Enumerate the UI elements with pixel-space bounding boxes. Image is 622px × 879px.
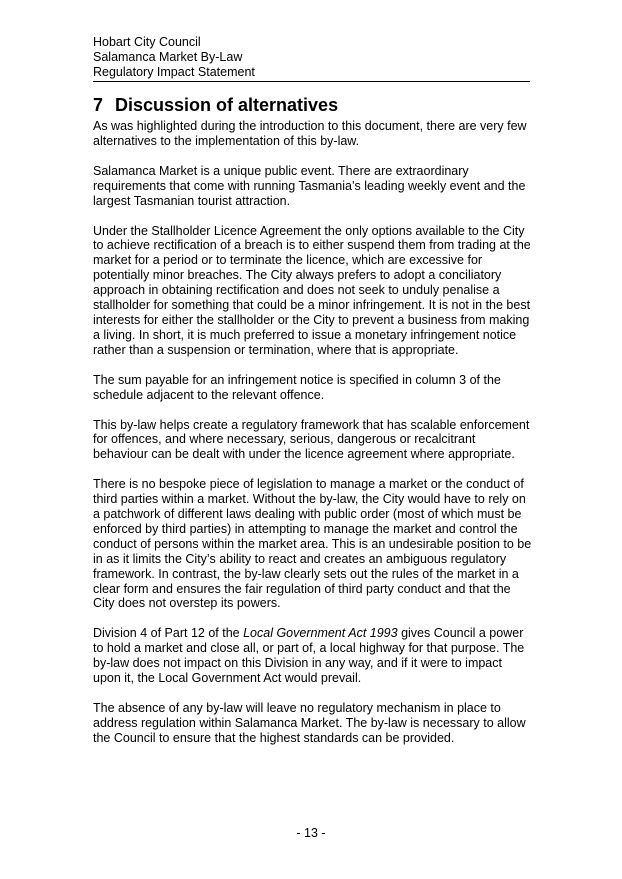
act-name: Local Government Act 1993 — [243, 626, 398, 641]
header-document-title: Salamanca Market By-Law — [93, 50, 243, 64]
page-header — [93, 35, 529, 80]
paragraph-unique-event: Salamanca Market is a unique public event. There are extraordinary requirements that come with running Tasmania’s leading weekly event and the largest Tasmanian tourist attraction. — [93, 163, 526, 208]
division-text-before: Division 4 of Part 12 of the — [93, 626, 244, 641]
header-divider — [93, 81, 530, 82]
paragraph-licence-agreement: Under the Stallholder Licence Agreement the only options available to the City to achieve rectification of a breach is to either suspend them from trading at the market for a period or to terminate the licence, which are excessive for potentially minor breaches. The City always prefers to adopt a conciliatory approach in obtaining rectification and does not seek to unduly penalise a stallholder for something that could be a minor infringement. It is not in the best interests for either the stallholder or the City to prevent a business from making a living. In short, it is much preferred to issue a monetary infringement notice rather than a suspension or termination, where that is appropriate. — [93, 223, 531, 357]
paragraph-no-bespoke-legislation: There is no bespoke piece of legislation to manage a market or the conduct of third parties within a market. Without the by-law, the City would have to rely on a patchwork of different laws dealing with public order (most of which must be enforced by third parties) in attempting to manage the market and control the conduct of persons within the market area. This is an undesirable position to be in as it limits the City’s ability to react and creates an ambiguous regulatory framework. In contrast, the by-law clearly sets out the rules of the market in a clear form and ensures the fair regulation of third party conduct and that the City does not overstep its powers. — [93, 477, 532, 611]
paragraph-few-alternatives: As was highlighted during the introduction to this document, there are very few alternatives to the implementation of this by-law. — [93, 119, 527, 148]
header-document-type: Regulatory Impact Statement — [93, 65, 255, 79]
paragraph-local-government-act — [93, 626, 533, 686]
paragraph-regulatory-framework: This by-law helps create a regulatory framework that has scalable enforcement for offences, and where necessary, serious, dangerous or recalcitrant behaviour can be dealt with under the licence agreement where appropriate. — [93, 417, 530, 462]
division-text-after: gives Council a power to hold a market and close all, or part of, a local highway for that purpose. The by-law does not impact on this Division in any way, and if it were to impact upon it, the Local Government Act would prevail. — [93, 626, 525, 686]
paragraph-infringement-sum: The sum payable for an infringement notice is specified in column 3 of the schedule adjacent to the relevant offence. — [93, 372, 501, 402]
section-heading — [93, 94, 338, 116]
header-organisation: Hobart City Council — [93, 35, 201, 49]
section-number: 7 — [93, 95, 104, 115]
page-number: - 13 - — [296, 826, 326, 840]
paragraph-absence-of-by-law: The absence of any by-law will leave no regulatory mechanism in place to address regulation within Salamanca Market. The by-law is necessary to allow the Council to ensure that the highest standards can be provided. — [93, 701, 526, 745]
section-body — [93, 119, 533, 761]
section-title: Discussion of alternatives — [115, 95, 339, 115]
